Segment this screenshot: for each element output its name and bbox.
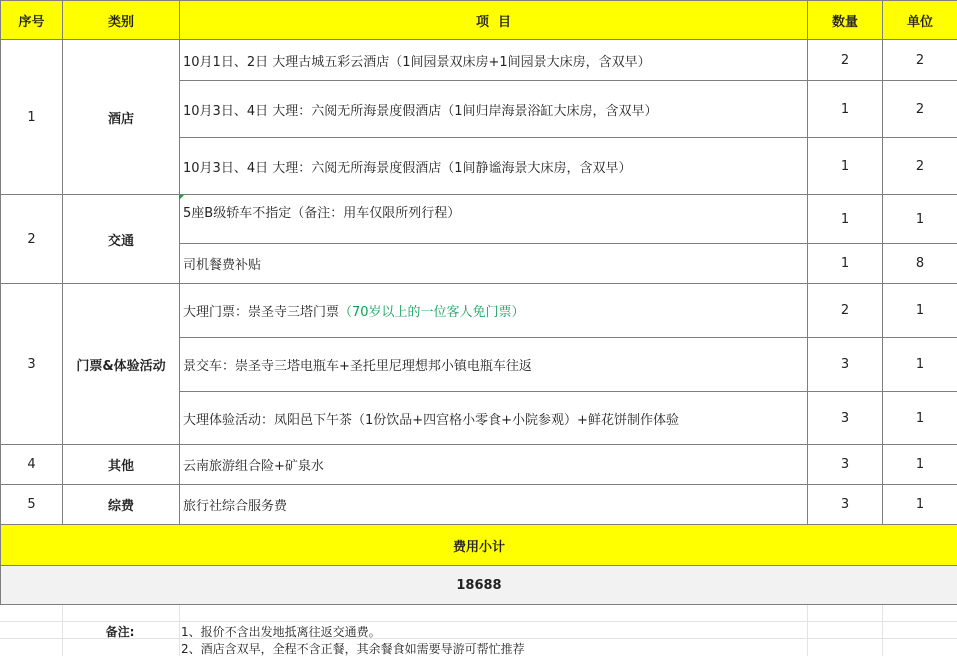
subtotal-value[interactable]: 18688 [1,566,957,605]
unit-cell[interactable]: 2 [883,40,957,81]
unit-cell[interactable]: 1 [883,284,957,338]
notes-area [0,605,957,656]
item-cell[interactable]: 司机餐费补贴 [180,244,808,284]
subtotal-value-row [1,566,957,605]
qty-cell[interactable]: 1 [808,244,883,284]
grid-line [0,621,957,622]
row-no-cell[interactable]: 4 [1,445,63,485]
table-row [1,485,957,525]
table-row [1,284,957,338]
qty-cell[interactable]: 3 [808,445,883,485]
grid-line [179,605,180,656]
note-line: 2、酒店含双早，全程不含正餐，其余餐食如需要导游可帮忙推荐 [181,640,525,657]
subtotal-label-row [1,525,957,566]
header-no[interactable]: 序号 [1,1,63,40]
header-category[interactable]: 类别 [63,1,180,40]
header-row [1,1,957,40]
table-row [1,195,957,244]
unit-cell[interactable]: 2 [883,81,957,138]
unit-cell[interactable]: 1 [883,485,957,525]
header-qty[interactable]: 数量 [808,1,883,40]
item-cell[interactable]: 大理体验活动：凤阳邑下午茶（1份饮品+四宫格小零食+小院参观）+鲜花饼制作体验 [180,392,808,445]
qty-cell[interactable]: 1 [808,195,883,244]
free-ticket-note: （70岁以上的一位客人免门票） [339,305,525,320]
table-row [1,445,957,485]
row-no-cell[interactable]: 5 [1,485,63,525]
qty-cell[interactable]: 1 [808,81,883,138]
qty-cell[interactable]: 1 [808,138,883,195]
item-cell[interactable]: 5座B级轿车不指定（备注：用车仅限所列行程） [180,195,808,244]
item-cell[interactable]: 10月3日、4日 大理：六阅无所海景度假酒店（1间归岸海景浴缸大床房，含双早） [180,81,808,138]
unit-cell[interactable]: 1 [883,338,957,392]
qty-cell[interactable]: 2 [808,40,883,81]
row-no-cell[interactable]: 1 [1,40,63,195]
item-cell[interactable]: 旅行社综合服务费 [180,485,808,525]
category-cell[interactable]: 交通 [63,195,180,284]
item-cell[interactable]: 景交车：崇圣寺三塔电瓶车+圣托里尼理想邦小镇电瓶车往返 [180,338,808,392]
header-unit[interactable]: 单位 [883,1,957,40]
comment-marker-icon [179,195,184,200]
item-text: 大理门票：崇圣寺三塔门票 [183,305,339,320]
category-cell[interactable]: 其他 [63,445,180,485]
grid-line [807,605,808,656]
item-cell[interactable] [180,284,808,338]
note-line: 1、报价不含出发地抵离往返交通费。 [181,623,381,640]
notes-label: 备注: [62,623,178,640]
unit-cell[interactable]: 1 [883,445,957,485]
category-cell[interactable]: 酒店 [63,40,180,195]
subtotal-label[interactable]: 费用小计 [1,525,957,566]
row-no-cell[interactable]: 2 [1,195,63,284]
row-no-cell[interactable]: 3 [1,284,63,445]
header-item[interactable]: 项 目 [180,1,808,40]
category-cell[interactable]: 综费 [63,485,180,525]
qty-cell[interactable]: 2 [808,284,883,338]
item-cell[interactable]: 云南旅游组合险+矿泉水 [180,445,808,485]
category-cell[interactable]: 门票&体验活动 [63,284,180,445]
table-row [1,40,957,81]
unit-cell[interactable]: 8 [883,244,957,284]
grid-line [882,605,883,656]
item-cell[interactable]: 10月1日、2日 大理古城五彩云酒店（1间园景双床房+1间园景大床房，含双早） [180,40,808,81]
unit-cell[interactable]: 1 [883,392,957,445]
qty-cell[interactable]: 3 [808,392,883,445]
qty-cell[interactable]: 3 [808,338,883,392]
item-cell[interactable]: 10月3日、4日 大理：六阅无所海景度假酒店（1间静谧海景大床房，含双早） [180,138,808,195]
unit-cell[interactable]: 2 [883,138,957,195]
unit-cell[interactable]: 1 [883,195,957,244]
qty-cell[interactable]: 3 [808,485,883,525]
